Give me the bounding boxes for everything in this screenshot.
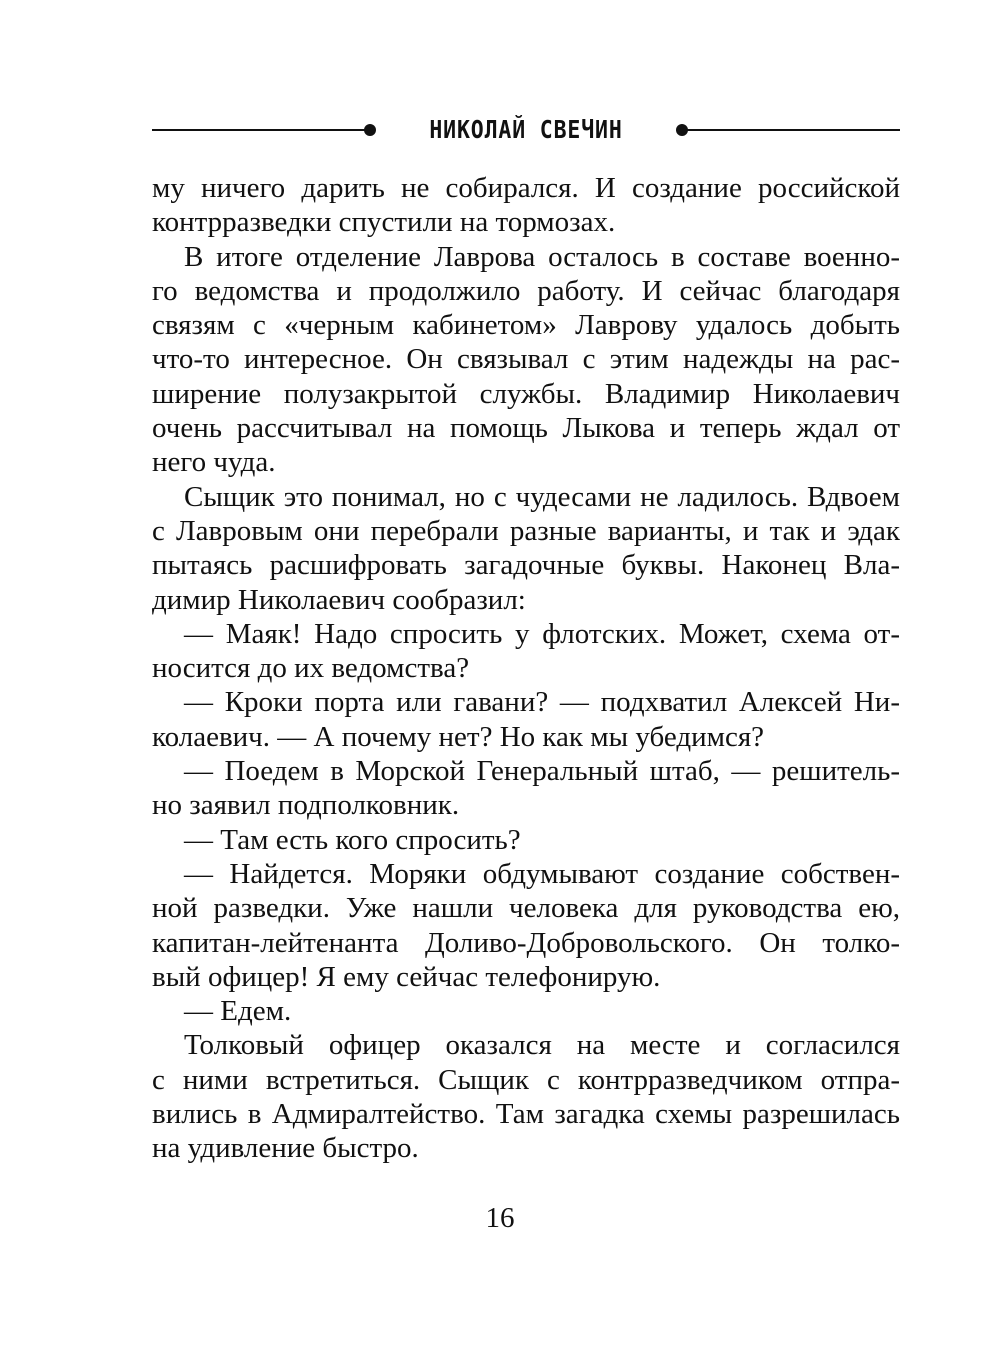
text-line: — Найдется. Моряки обдумывают создание собствен- <box>184 857 900 890</box>
text-line: — Маяк! Надо спросить у флотских. Может, схема от- <box>184 617 900 650</box>
text-line: вились в Адмиралтейство. Там загадка схемы разрешилась <box>152 1098 900 1131</box>
text-line: го ведомства и продолжило работу. И сейчас благодаря <box>152 274 900 307</box>
text-line: му ничего дарить не собирался. И создание российской <box>152 172 900 204</box>
text-line: Толковый офицер оказался на месте и согласился <box>184 1029 900 1062</box>
text-line: него чуда. <box>152 446 276 479</box>
header-rule-left <box>152 129 370 131</box>
text-line: связям с «черным кабинетом» Лаврову удалось добыть <box>152 309 900 342</box>
text-line: димир Николаевич сообразил: <box>152 583 526 616</box>
text-line: на удивление быстро. <box>152 1132 419 1165</box>
text-line: но заявил подполковник. <box>152 789 460 822</box>
text-line: ширение полузакрытой службы. Владимир Николаевич <box>152 377 900 410</box>
text-line: пытаясь расшифровать загадочные буквы. Наконец Вла- <box>152 549 900 582</box>
header-dot-left <box>364 124 376 136</box>
text-line: вый офицер! Я ему сейчас телефонирую. <box>152 960 661 993</box>
text-line: — Поедем в Морской Генеральный штаб, — решитель- <box>184 755 900 788</box>
text-line: контрразведки спустили на тормозах. <box>152 206 616 239</box>
page-number: 16 <box>485 1202 515 1234</box>
page-header <box>152 112 900 148</box>
text-line: что-то интересное. Он связывал с этим надежды на рас- <box>152 343 900 376</box>
text-line: Сыщик это понимал, но с чудесами не ладилось. Вдвоем <box>184 480 900 513</box>
text-line: с Лавровым они перебрали разные варианты, и так и эдак <box>152 514 900 547</box>
text-line: — Едем. <box>184 995 292 1028</box>
running-head-author: НИКОЛАЙ СВЕЧИН <box>429 115 623 144</box>
text-line: В итоге отделение Лаврова осталось в составе военно- <box>184 240 900 273</box>
text-line: с ними встретиться. Сыщик с контрразведчиком отпра- <box>152 1063 900 1096</box>
text-line: — Кроки порта или гавани? — подхватил Алексей Ни- <box>184 686 900 719</box>
body-text <box>152 171 900 1166</box>
text-line: очень рассчитывал на помощь Лыкова и теперь ждал от <box>152 412 900 445</box>
text-line: ной разведки. Уже нашли человека для руководства ею, <box>152 892 900 925</box>
text-line: колаевич. — А почему нет? Но как мы убедимся? <box>152 720 765 753</box>
header-rule-right <box>682 129 900 131</box>
text-line: капитан-лейтенанта Доливо-Добровольского. Он толко- <box>152 926 900 959</box>
text-line: — Там есть кого спросить? <box>184 823 521 856</box>
text-line: носится до их ведомства? <box>152 652 470 685</box>
